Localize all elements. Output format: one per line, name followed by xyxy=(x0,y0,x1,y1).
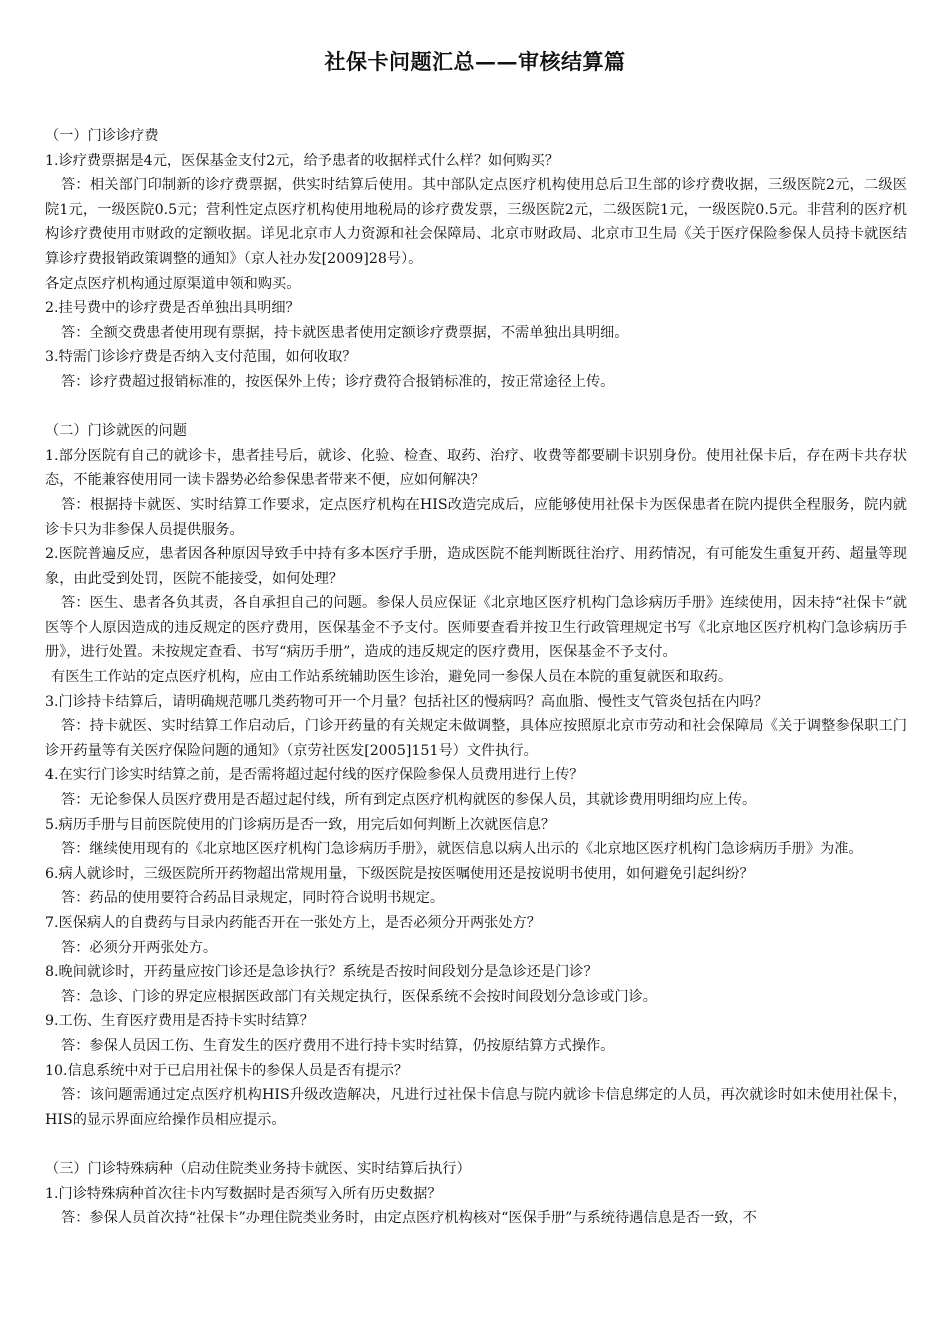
answer: 答：无论参保人员医疗费用是否超过起付线，所有到定点医疗机构就医的参保人员，其就诊费用明细均应上传。 xyxy=(61,792,757,809)
section-heading: （三）门诊特殊病种（启动住院类业务持卡就医、实时结算后执行） xyxy=(45,1160,471,1177)
answer: 答：继续使用现有的《北京地区医疗机构门急诊病历手册》，就医信息以病人出示的《北京地区医疗机构门急诊病历手册》为准。 xyxy=(61,841,863,858)
note: 各定点医疗机构通过原渠道申领和购买。 xyxy=(45,275,301,292)
answer: 答：参保人员因工伤、生育发生的医疗费用不进行持卡实时结算，仍按原结算方式操作。 xyxy=(61,1037,615,1054)
question: 1.部分医院有自己的就诊卡，患者挂号后，就诊、化验、检查、取药、治疗、收费等都要刷卡识别身份。使用社保卡后，存在两卡共存状态，不能兼容使用同一读卡器势必给参保患者带来不便，应如何解决？ xyxy=(45,447,907,489)
question: 2.挂号费中的诊疗费是否单独出具明细？ xyxy=(45,300,300,317)
question: 3.特需门诊诊疗费是否纳入支付范围，如何收取？ xyxy=(45,349,357,366)
page-title: 社保卡问题汇总——审核结算篇 xyxy=(324,49,626,74)
answer: 答：相关部门印制新的诊疗费票据，供实时结算后使用。其中部队定点医疗机构使用总后卫生部的诊疗费收据，三级医院2元，二级医院1元，一级医院0.5元；营利性定点医疗机构使用地税局的诊疗费发票，三级医院2元，二级医院1元，一级医院0.5元。非营利的医疗机构诊疗费使用市财政的定额收据。详见北京市人力资源和社会保障局、北京市财政局、北京市卫生局《关于医疗保险参保人员持卡就医结算诊疗费报销政策调整的通知》（京人社办发[2009]28号）。 xyxy=(45,177,907,267)
section-heading: （一）门诊诊疗费 xyxy=(45,128,159,144)
question: 1.诊疗费票据是4元，医保基金支付2元，给予患者的收据样式什么样？如何购买？ xyxy=(45,152,559,169)
question: 9.工伤、生育医疗费用是否持卡实时结算？ xyxy=(45,1013,314,1030)
question: 7.医保病人的自费药与目录内药能否开在一张处方上，是否必须分开两张处方？ xyxy=(45,915,541,931)
answer: 答：必须分开两张处方。 xyxy=(61,939,218,956)
answer: 答：参保人员首次持“社保卡”办理住院类业务时，由定点医疗机构核对“医保手册”与系统待遇信息是否一致，不 xyxy=(61,1210,757,1227)
answer: 答：急诊、门诊的界定应根据医政部门有关规定执行，医保系统不会按时间段划分急诊或门诊。 xyxy=(61,988,657,1005)
question: 1.门诊特殊病种首次往卡内写数据时是否须写入所有历史数据？ xyxy=(45,1185,442,1202)
answer: 答：该问题需通过定点医疗机构HIS升级改造解决，凡进行过社保卡信息与院内就诊卡信息绑定的人员，再次就诊时如未使用社保卡，HIS的显示界面应给操作员相应提示。 xyxy=(45,1087,907,1128)
answer: 答：药品的使用要符合药品目录规定，同时符合说明书规定。 xyxy=(61,890,445,907)
answer: 答：根据持卡就医、实时结算工作要求，定点医疗机构在HIS改造完成后，应能够使用社保卡为医保患者在院内提供全程服务，院内就诊卡只为非参保人员提供服务。 xyxy=(45,496,907,538)
note: 有医生工作站的定点医疗机构，应由工作站系统辅助医生诊治，避免同一参保人员在本院的重复就医和取药。 xyxy=(51,669,733,686)
question: 10.信息系统中对于已启用社保卡的参保人员是否有提示？ xyxy=(45,1062,409,1079)
question: 2.医院普遍反应，患者因各种原因导致手中持有多本医疗手册，造成医院不能判断既往治疗、用药情况，有可能发生重复开药、超量等现象，由此受到处罚，医院不能接受，如何处理？ xyxy=(45,546,907,587)
answer: 答：医生、患者各负其责，各自承担自己的问题。参保人员应保证《北京地区医疗机构门急诊病历手册》连续使用，因未持“社保卡”就医等个人原因造成的违反规定的医疗费用，医保基金不予支付。医师要查看并按卫生行政管理规定书写《北京地区医疗机构门急诊病历手册》，进行处置。未按规定查看、书写“病历手册”，造成的违反规定的医疗费用，医保基金不予支付。 xyxy=(45,595,907,661)
answer: 答：诊疗费超过报销标准的，按医保外上传；诊疗费符合报销标准的，按正常途径上传。 xyxy=(61,373,615,390)
document-body xyxy=(45,124,907,1231)
section-spacer xyxy=(45,1132,907,1157)
question: 5.病历手册与目前医院使用的门诊病历是否一致，用完后如何判断上次就医信息？ xyxy=(45,816,556,833)
question: 4.在实行门诊实时结算之前，是否需将超过起付线的医疗保险参保人员费用进行上传？ xyxy=(45,767,584,784)
question: 8.晚间就诊时，开药量应按门诊还是急诊执行？系统是否按时间段划分是急诊还是门诊？ xyxy=(45,964,598,981)
section-spacer xyxy=(45,395,907,420)
question: 3.门诊持卡结算后，请明确规范哪几类药物可开一个月量？包括社区的慢病吗？高血脂、慢性支气管炎包括在内吗？ xyxy=(45,693,768,710)
answer: 答：全额交费患者使用现有票据，持卡就医患者使用定额诊疗费票据，不需单独出具明细。 xyxy=(61,324,629,341)
question: 6.病人就诊时，三级医院所开药物超出常规用量，下级医院是按医嘱使用还是按说明书使用，如何避免引起纠纷？ xyxy=(45,865,754,882)
section-heading: （二）门诊就医的问题 xyxy=(45,423,187,440)
answer: 答：持卡就医、实时结算工作启动后，门诊开药量的有关规定未做调整，具体应按照原北京市劳动和社会保障局《关于调整参保职工门诊开药量等有关医疗保险问题的通知》（京劳社医发[2005]151号）文件执行。 xyxy=(45,718,907,759)
